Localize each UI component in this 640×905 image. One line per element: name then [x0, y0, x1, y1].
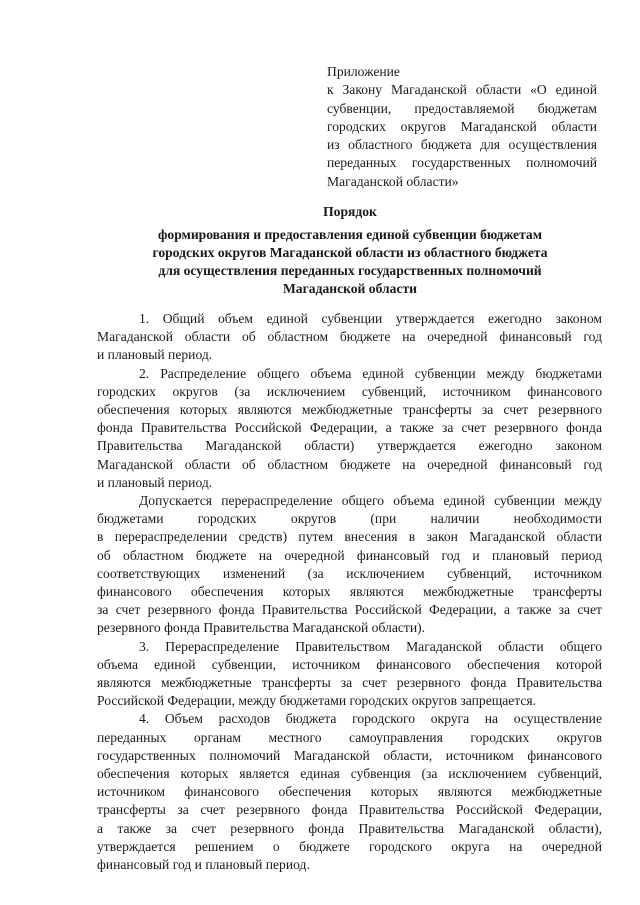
- paragraph-line: финансового обеспечения которых являются межбюджетные трансферты: [97, 584, 602, 600]
- paragraph-line: и плановый период.: [97, 474, 213, 490]
- paragraph-line: в перераспределении средств) путем внесения в закон Магаданской области: [97, 529, 602, 545]
- paragraph-line: переданных органам местного самоуправления городских округов: [97, 729, 602, 745]
- appendix-line: из областного бюджета для осуществления: [327, 137, 597, 153]
- paragraph-line: соответствующих изменений (за исключением субвенций, источником: [97, 565, 602, 581]
- paragraph-1: [97, 310, 602, 365]
- paragraph-line: об областном бюджете на очередной финансовый год и плановый период: [97, 547, 602, 563]
- paragraph-line: и плановый период.: [97, 347, 213, 363]
- paragraph-line: трансферты за счет резервного фонда Правительства Российской Федерации,: [97, 802, 602, 818]
- paragraph-line: городских округов (за исключением субвенций, источником финансового: [97, 383, 602, 399]
- paragraph-2: [97, 365, 602, 492]
- appendix-line: Магаданской области»: [327, 173, 459, 189]
- title-line: для осуществления переданных государственных полномочий: [158, 263, 542, 279]
- paragraph-line: утверждается решением о бюджете городского округа на очередной: [97, 838, 602, 854]
- paragraph-line: обеспечения которых являются межбюджетные трансферты за счет резервного: [97, 402, 602, 418]
- paragraph-line: 2. Распределение общего объема единой субвенции между бюджетами: [139, 365, 602, 381]
- paragraph-line: Магаданской области об областном бюджете на очередной финансовый год: [97, 456, 602, 472]
- paragraph-line: резервного фонда Правительства Магаданской области).: [97, 620, 426, 636]
- paragraph-3: [97, 638, 602, 711]
- paragraph-line: являются межбюджетные трансферты за счет резервного фонда Правительства: [97, 675, 602, 691]
- appendix-line: субвенции, предоставляемой бюджетам: [327, 100, 597, 116]
- document-body: [97, 310, 602, 874]
- paragraph-line: фонда Правительства Российской Федерации, а также за счет резервного фонда: [97, 420, 602, 436]
- paragraph-line: источником финансового обеспечения которых являются межбюджетные: [97, 784, 602, 800]
- appendix-note: [327, 63, 597, 191]
- paragraph-line: Допускается перераспределение общего объема единой субвенции между: [139, 493, 602, 509]
- paragraph-line: объема единой субвенции, источником финансового обеспечения которой: [97, 656, 602, 672]
- document-title: [100, 203, 600, 298]
- title-line: Магаданской области: [282, 281, 418, 297]
- paragraph-line: государственных полномочий Магаданской области, источником финансового: [97, 747, 602, 763]
- paragraph-line: Правительства Магаданской области) утверждается ежегодно законом: [97, 438, 602, 454]
- paragraph-line: за счет резервного фонда Правительства Российской Федерации, а также за счет: [97, 602, 602, 618]
- paragraph-4: [97, 710, 602, 874]
- title-heading: Порядок: [323, 204, 377, 219]
- title-line: городских округов Магаданской области из областного бюджета: [152, 245, 548, 261]
- paragraph-line: финансовый год и плановый период.: [97, 857, 310, 873]
- paragraph-line: Магаданской области об областном бюджете на очередной финансовый год: [97, 329, 602, 345]
- appendix-line: городских округов Магаданской области: [327, 118, 597, 134]
- paragraph-line: 4. Объем расходов бюджета городского округа на осуществление: [139, 711, 602, 727]
- paragraph-line: обеспечения которых является единая субвенция (за исключением субвенций,: [97, 766, 602, 782]
- paragraph-2-continued: [97, 492, 602, 638]
- paragraph-line: 1. Общий объем единой субвенции утверждается ежегодно законом: [139, 311, 602, 326]
- title-line: формирования и предоставления единой субвенции бюджетам: [158, 227, 542, 243]
- paragraph-line: Российской Федерации, между бюджетами городских округов запрещается.: [97, 693, 537, 709]
- appendix-line: переданных государственных полномочий: [327, 155, 597, 171]
- appendix-line: к Закону Магаданской области «О единой: [327, 82, 597, 98]
- paragraph-line: бюджетами городских округов (при наличии необходимости: [97, 511, 602, 527]
- paragraph-line: 3. Перераспределение Правительством Магаданской области общего: [139, 638, 602, 654]
- paragraph-line: а также за счет резервного фонда Правительства Магаданской области),: [97, 820, 602, 836]
- appendix-line: Приложение: [327, 64, 400, 79]
